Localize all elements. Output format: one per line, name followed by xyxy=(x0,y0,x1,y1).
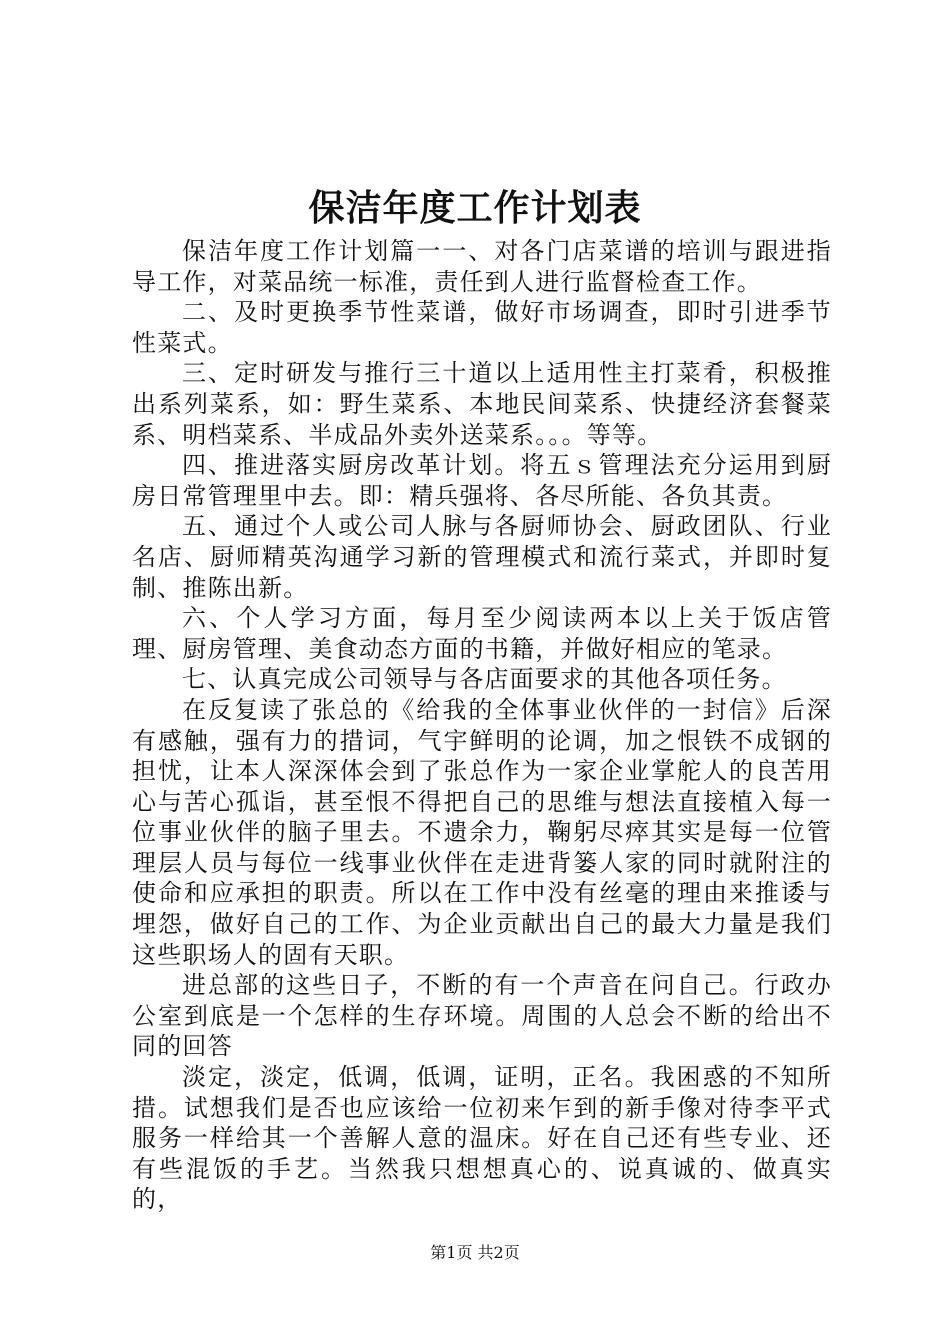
paragraph: 淡定，淡定，低调，低调，证明，正名。我困惑的不知所措。试想我们是否也应该给一位初来乍到的新手像对待李平式服务一样给其一个善解人意的温床。好在自己还有些专业、还有些混饭的手艺。当然我只想想真心的、说真诚的、做真实的， xyxy=(132,1063,832,1214)
paragraph: 五、通过个人或公司人脉与各厨师协会、厨政团队、行业名店、厨师精英沟通学习新的管理模式和流行菜式，并即时复制、推陈出新。 xyxy=(132,512,832,602)
document-title: 保洁年度工作计划表 xyxy=(308,187,642,229)
paragraph: 七、认真完成公司领导与各店面要求的其他各项任务。 xyxy=(182,665,787,694)
paragraph: 四、推进落实厨房改革计划。将五ｓ管理法充分运用到厨房日常管理里中去。即：精兵强将、各尽所能、各负其责。 xyxy=(132,451,832,510)
document-body xyxy=(132,236,832,1215)
paragraph: 二、及时更换季节性菜谱，做好市场调查，即时引进季节性菜式。 xyxy=(132,298,832,357)
paragraph: 保洁年度工作计划篇一一、对各门店菜谱的培训与跟进指导工作，对菜品统一标准，责任到人进行监督检查工作。 xyxy=(132,237,832,296)
page-footer: 第1页 共2页 xyxy=(430,1243,520,1262)
paragraph: 六、个人学习方面，每月至少阅读两本以上关于饭店管理、厨房管理、美食动态方面的书籍，并做好相应的笔录。 xyxy=(132,604,832,663)
paragraph: 进总部的这些日子，不断的有一个声音在问自己。行政办公室到底是一个怎样的生存环境。周围的人总会不断的给出不同的回答 xyxy=(132,971,832,1061)
paragraph: 在反复读了张总的《给我的全体事业伙伴的一封信》后深有感触，强有力的措词，气宇鲜明的论调，加之恨铁不成钢的担忧，让本人深深体会到了张总作为一家企业掌舵人的良苦用心与苦心孤诣，甚至恨不得把自己的思维与想法直接植入每一位事业伙伴的脑子里去。不遗余力，鞠躬尽瘁其实是每一位管理层人员与每位一线事业伙伴在走进背篓人家的同时就附注的使命和应承担的职责。所以在工作中没有丝毫的理由来推诿与埋怨，做好自己的工作、为企业贡献出自己的最大力量是我们这些职场人的固有天职。 xyxy=(132,695,832,969)
paragraph: 三、定时研发与推行三十道以上适用性主打菜肴，积极推出系列菜系，如：野生菜系、本地民间菜系、快捷经济套餐菜系、明档菜系、半成品外卖外送菜系。。。等等。 xyxy=(132,359,832,449)
